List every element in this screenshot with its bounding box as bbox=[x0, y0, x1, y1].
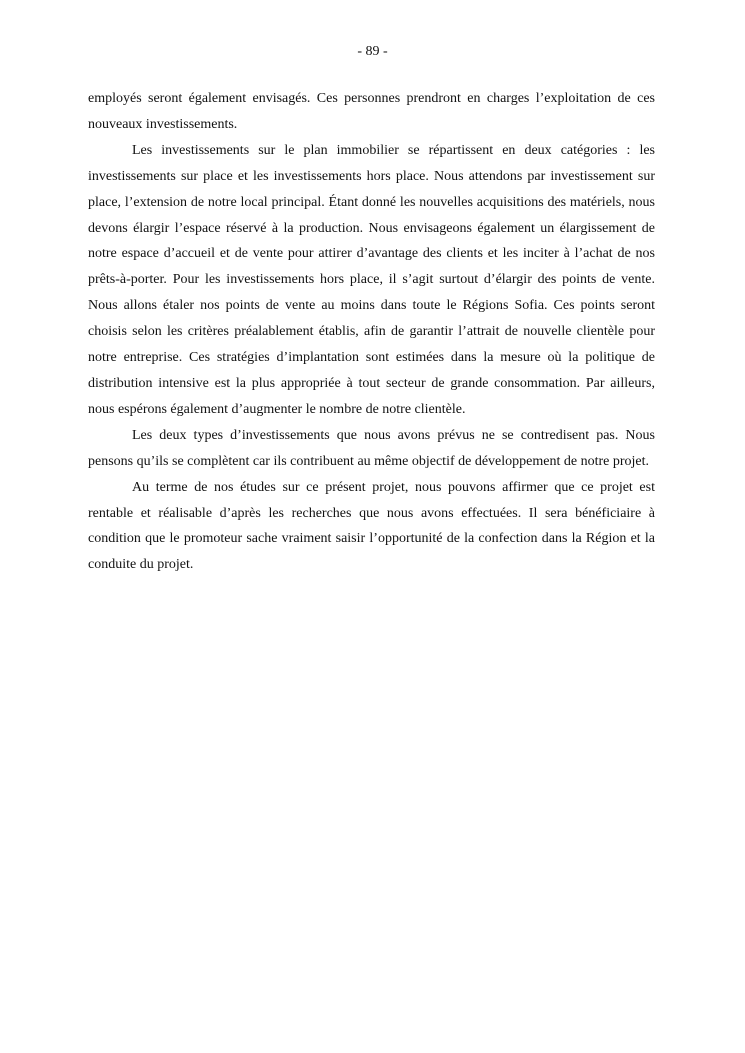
document-body bbox=[88, 86, 655, 578]
paragraph-real-estate-investments: Les investissements sur le plan immobilier se répartissent en deux catégories : les investissements sur place et les investissements hors place. Nous attendons par investissement sur place, l’extension de notre local principal. Étant donné les nouvelles acquisitions des matériels, nous devons élargir l’espace réservé à la production. Nous envisageons également un élargissement de notre espace d’accueil et de vente pour attirer d’avantage des clients et les inciter à l’achat de nos prêts-à-porter. Pour les investissements hors place, il s’agit surtout d’élargir des points de vente. Nous allons étaler nos points de vente au moins dans toute le Régions Sofia. Ces points seront choisis selon les critères préalablement établis, afin de garantir l’attrait de nouvelle clientèle pour notre entreprise. Ces stratégies d’implantation sont estimées dans la mesure où la politique de distribution intensive est la plus appropriée à tout secteur de grande consommation. Par ailleurs, nous espérons également d’augmenter le nombre de notre clientèle. bbox=[88, 142, 655, 417]
paragraph-continuation: employés seront également envisagés. Ces personnes prendront en charges l’exploitation de ces nouveaux investissements. bbox=[88, 91, 655, 132]
paragraph-conclusion: Au terme de nos études sur ce présent projet, nous pouvons affirmer que ce projet est rentable et réalisable d’après les recherches que nous avons effectuées. Il sera bénéficiaire à condition que le promoteur sache vraiment saisir l’opportunité de la confection dans la Région et la conduite du projet. bbox=[88, 479, 655, 573]
paragraph-investment-types: Les deux types d’investissements que nous avons prévus ne se contredisent pas. Nous pensons qu’ils se complètent car ils contribuent au même objectif de développement de notre projet. bbox=[88, 427, 655, 469]
page-number: - 89 - bbox=[357, 44, 388, 59]
